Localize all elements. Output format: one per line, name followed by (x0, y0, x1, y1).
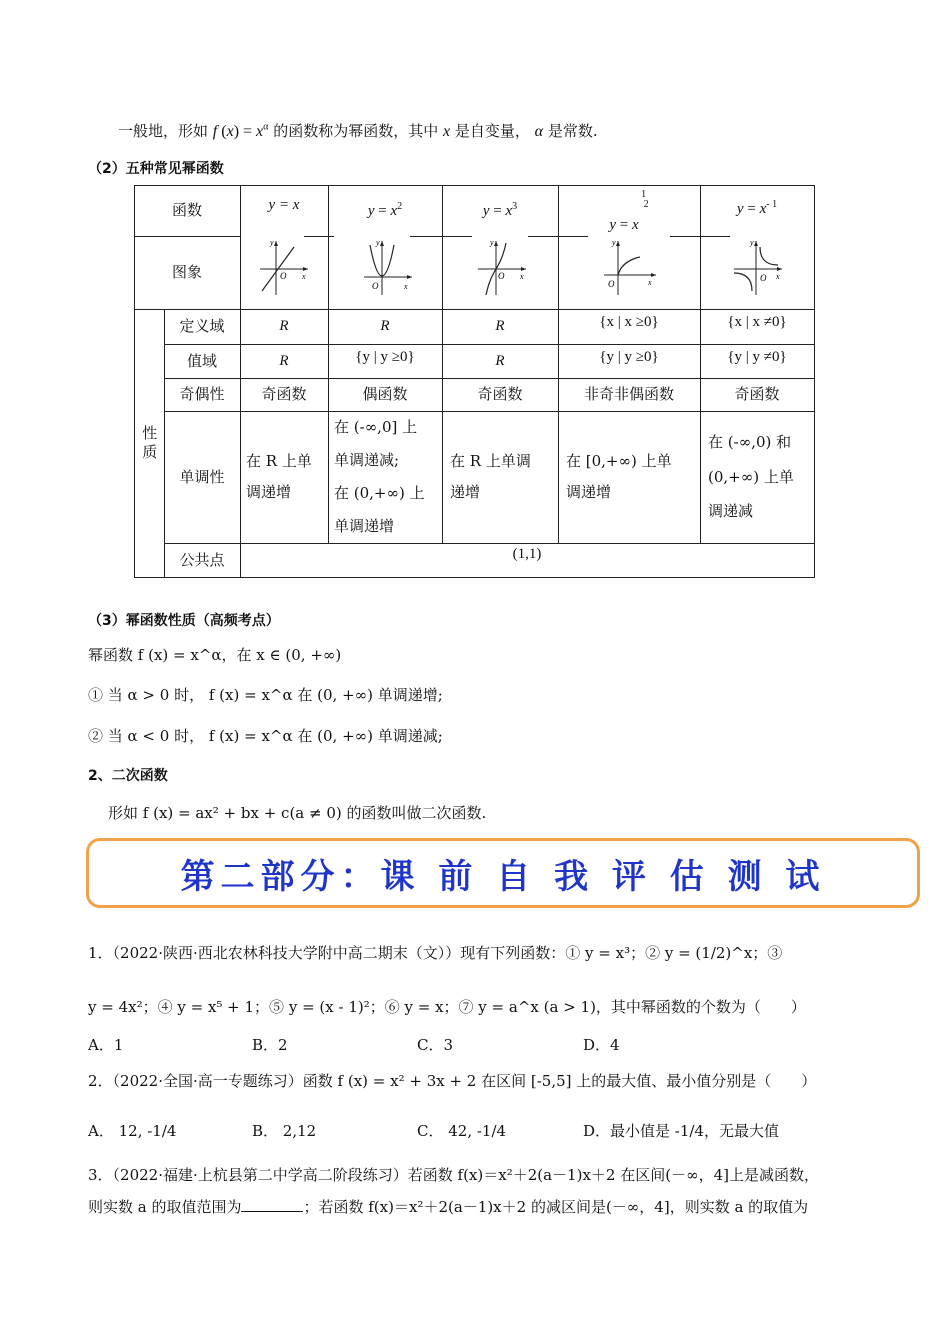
q2-option-a[interactable]: A． 12, -1/4 (88, 1122, 177, 1140)
q2-option-d[interactable]: D．最小值是 -1/4，无最大值 (583, 1122, 780, 1140)
intro-var: x (442, 123, 451, 140)
range-5: {y | y ≠0} (727, 348, 787, 365)
intro-formula: f $(x) = x^\alpha$ (212, 121, 269, 140)
graph-y-sqrt (600, 237, 660, 297)
parity-5: 奇函数 (734, 385, 780, 404)
svg-text:O: O (760, 273, 767, 283)
mono-4-line-1: 在 [0,+∞) 上单 (566, 451, 672, 470)
q3-text-a: 则实数 a 的取值范围为 (88, 1198, 242, 1216)
graph-y-x2 (360, 237, 416, 297)
domain-2: R (380, 318, 390, 335)
mono-3 (450, 411, 558, 543)
mono-4 (566, 411, 700, 543)
q3-blank-1[interactable] (241, 1197, 303, 1212)
mono-5-line-3: 调递减 (708, 502, 754, 521)
graph-y-x (256, 237, 312, 297)
row-label-parity: 奇偶性 (179, 385, 225, 404)
parity-2: 偶函数 (362, 385, 408, 404)
graph-y-inverse (730, 237, 786, 297)
quadratic-text: 形如 f (x) = ax² + bx + c(a ≠ 0) 的函数叫做二次函数. (108, 804, 487, 822)
mono-2-line-1: 在 (-∞,0] 上 (334, 418, 418, 436)
svg-text:O: O (498, 271, 505, 281)
func-header-2: $y = x^2$ (367, 200, 403, 219)
func-header-1: y = x (268, 196, 300, 213)
row-label-common-point: 公共点 (179, 550, 225, 569)
graph-y-x3 (474, 237, 530, 297)
q1-option-a[interactable]: A．1 (88, 1036, 124, 1054)
range-2: {y | y ≥0} (355, 348, 415, 365)
mono-2 (334, 411, 442, 543)
section3-title: （3）幂函数性质（高频考点） (88, 613, 280, 629)
range-3: R (495, 352, 505, 369)
q2-option-c[interactable]: C． 42, -1/4 (417, 1122, 507, 1140)
q2-option-b[interactable]: B． 2,12 (252, 1122, 317, 1140)
mono-1 (246, 411, 328, 543)
mono-3-line-2: 递增 (450, 483, 481, 501)
intro-text-3: 是自变量， (454, 122, 530, 140)
svg-text:y: y (750, 238, 754, 247)
domain-5: {x | x ≠0} (727, 314, 787, 331)
banner-title: 第二部分：课 前 自 我 评 估 测 试 (180, 856, 826, 897)
power-function-table (134, 185, 815, 578)
mono-2-line-4: 单调递增 (334, 517, 395, 535)
mono-3-line-1: 在 R 上单调 (450, 451, 531, 470)
svg-text:x: x (520, 272, 524, 281)
mono-2-line-2: 单调递减; (334, 451, 400, 469)
quadratic-title: 2、二次函数 (88, 768, 168, 784)
mono-5-line-2: (0,+∞) 上单 (708, 467, 794, 486)
intro-text: 一般地，形如 (118, 122, 209, 140)
range-1: R (279, 352, 289, 369)
svg-text:O: O (608, 279, 615, 289)
nature-label: 性质 (140, 424, 159, 463)
q1-line1: 1．（2022·陕西·西北农林科技大学附中高二期末（文））现有下列函数：① y = x³；② y = (1/2)^x；③ (88, 944, 783, 962)
parity-4: 非奇非偶函数 (583, 385, 674, 404)
graph-label: 图象 (171, 263, 202, 282)
svg-text:x: x (302, 272, 306, 281)
svg-text:y: y (612, 238, 616, 247)
svg-text:O: O (280, 271, 287, 281)
q1-option-c[interactable]: C．3 (417, 1036, 454, 1054)
svg-text:x: x (404, 282, 408, 291)
q1-line2: y = 4x²；④ y = x⁵ + 1；⑤ y = (x - 1)²；⑥ y = x；⑦ y = a^x (a > 1)，其中幂函数的个数为（ ） (88, 998, 806, 1016)
header-label: 函数 (171, 201, 202, 220)
svg-text:x: x (648, 278, 652, 287)
mono-2-line-3: 在 (0,+∞) 上 (334, 484, 425, 502)
parity-1: 奇函数 (261, 385, 307, 404)
func-header-3: $y = x^3$ (482, 200, 518, 219)
svg-text:O: O (372, 281, 379, 291)
section-banner (86, 838, 920, 908)
q3-text-b: ；若函数 f(x)＝x²＋2(a－1)x＋2 的减区间是(－∞，4]，则实数 a 的取值为 (303, 1198, 809, 1216)
q1-option-b[interactable]: B．2 (252, 1036, 288, 1054)
parity-3: 奇函数 (477, 385, 523, 404)
intro-alpha: α (534, 123, 544, 140)
domain-3: R (495, 318, 505, 335)
row-label-range: 值域 (186, 351, 217, 370)
mono-1-line-1: 在 R 上单 (246, 451, 312, 470)
q1-option-d[interactable]: D．4 (583, 1036, 620, 1054)
svg-text:y: y (490, 238, 494, 247)
svg-text:y: y (376, 238, 380, 247)
range-4: {y | y ≥0} (599, 348, 659, 365)
row-label-domain: 定义域 (179, 317, 225, 336)
svg-text:x: x (776, 272, 780, 281)
mono-4-line-2: 调递增 (566, 483, 612, 501)
mono-5-line-1: 在 (-∞,0) 和 (708, 433, 792, 452)
section2-title: （2）五种常见幂函数 (88, 161, 224, 177)
domain-4: {x | x ≥0} (599, 314, 659, 331)
q3-line2 (88, 1196, 808, 1217)
domain-1: R (279, 318, 289, 335)
common-point: (1,1) (512, 545, 542, 562)
intro-text-4: 是常数. (547, 122, 598, 140)
svg-text:y: y (270, 238, 274, 247)
q3-line1: 3．（2022·福建·上杭县第二中学高二阶段练习）若函数 f(x)＝x²＋2(a－1)x＋2 在区间(－∞，4]上是减函数， (88, 1166, 819, 1184)
section3-line1: 幂函数 f (x) = x^α，在 x ∈ (0, +∞) (88, 646, 342, 664)
row-label-monotonic: 单调性 (179, 467, 225, 486)
q2-line: 2．（2022·全国·高一专题练习）函数 f (x) = x² + 3x + 2 在区间 [-5,5] 上的最大值、最小值分别是（ ） (88, 1072, 817, 1090)
section3-line3: ② 当 α < 0 时， f (x) = x^α 在 (0, +∞) 单调递减; (88, 727, 443, 745)
func-header-4: y = x1 2 (609, 189, 649, 234)
section3-line2: ① 当 α > 0 时， f (x) = x^α 在 (0, +∞) 单调递增; (88, 686, 443, 704)
mono-5 (708, 411, 814, 543)
func-header-5: $y = x^{- 1}$ (736, 198, 778, 217)
intro-line (118, 120, 598, 141)
mono-1-line-2: 调递增 (246, 483, 292, 501)
intro-text-2: 的函数称为幂函数，其中 (273, 122, 439, 140)
